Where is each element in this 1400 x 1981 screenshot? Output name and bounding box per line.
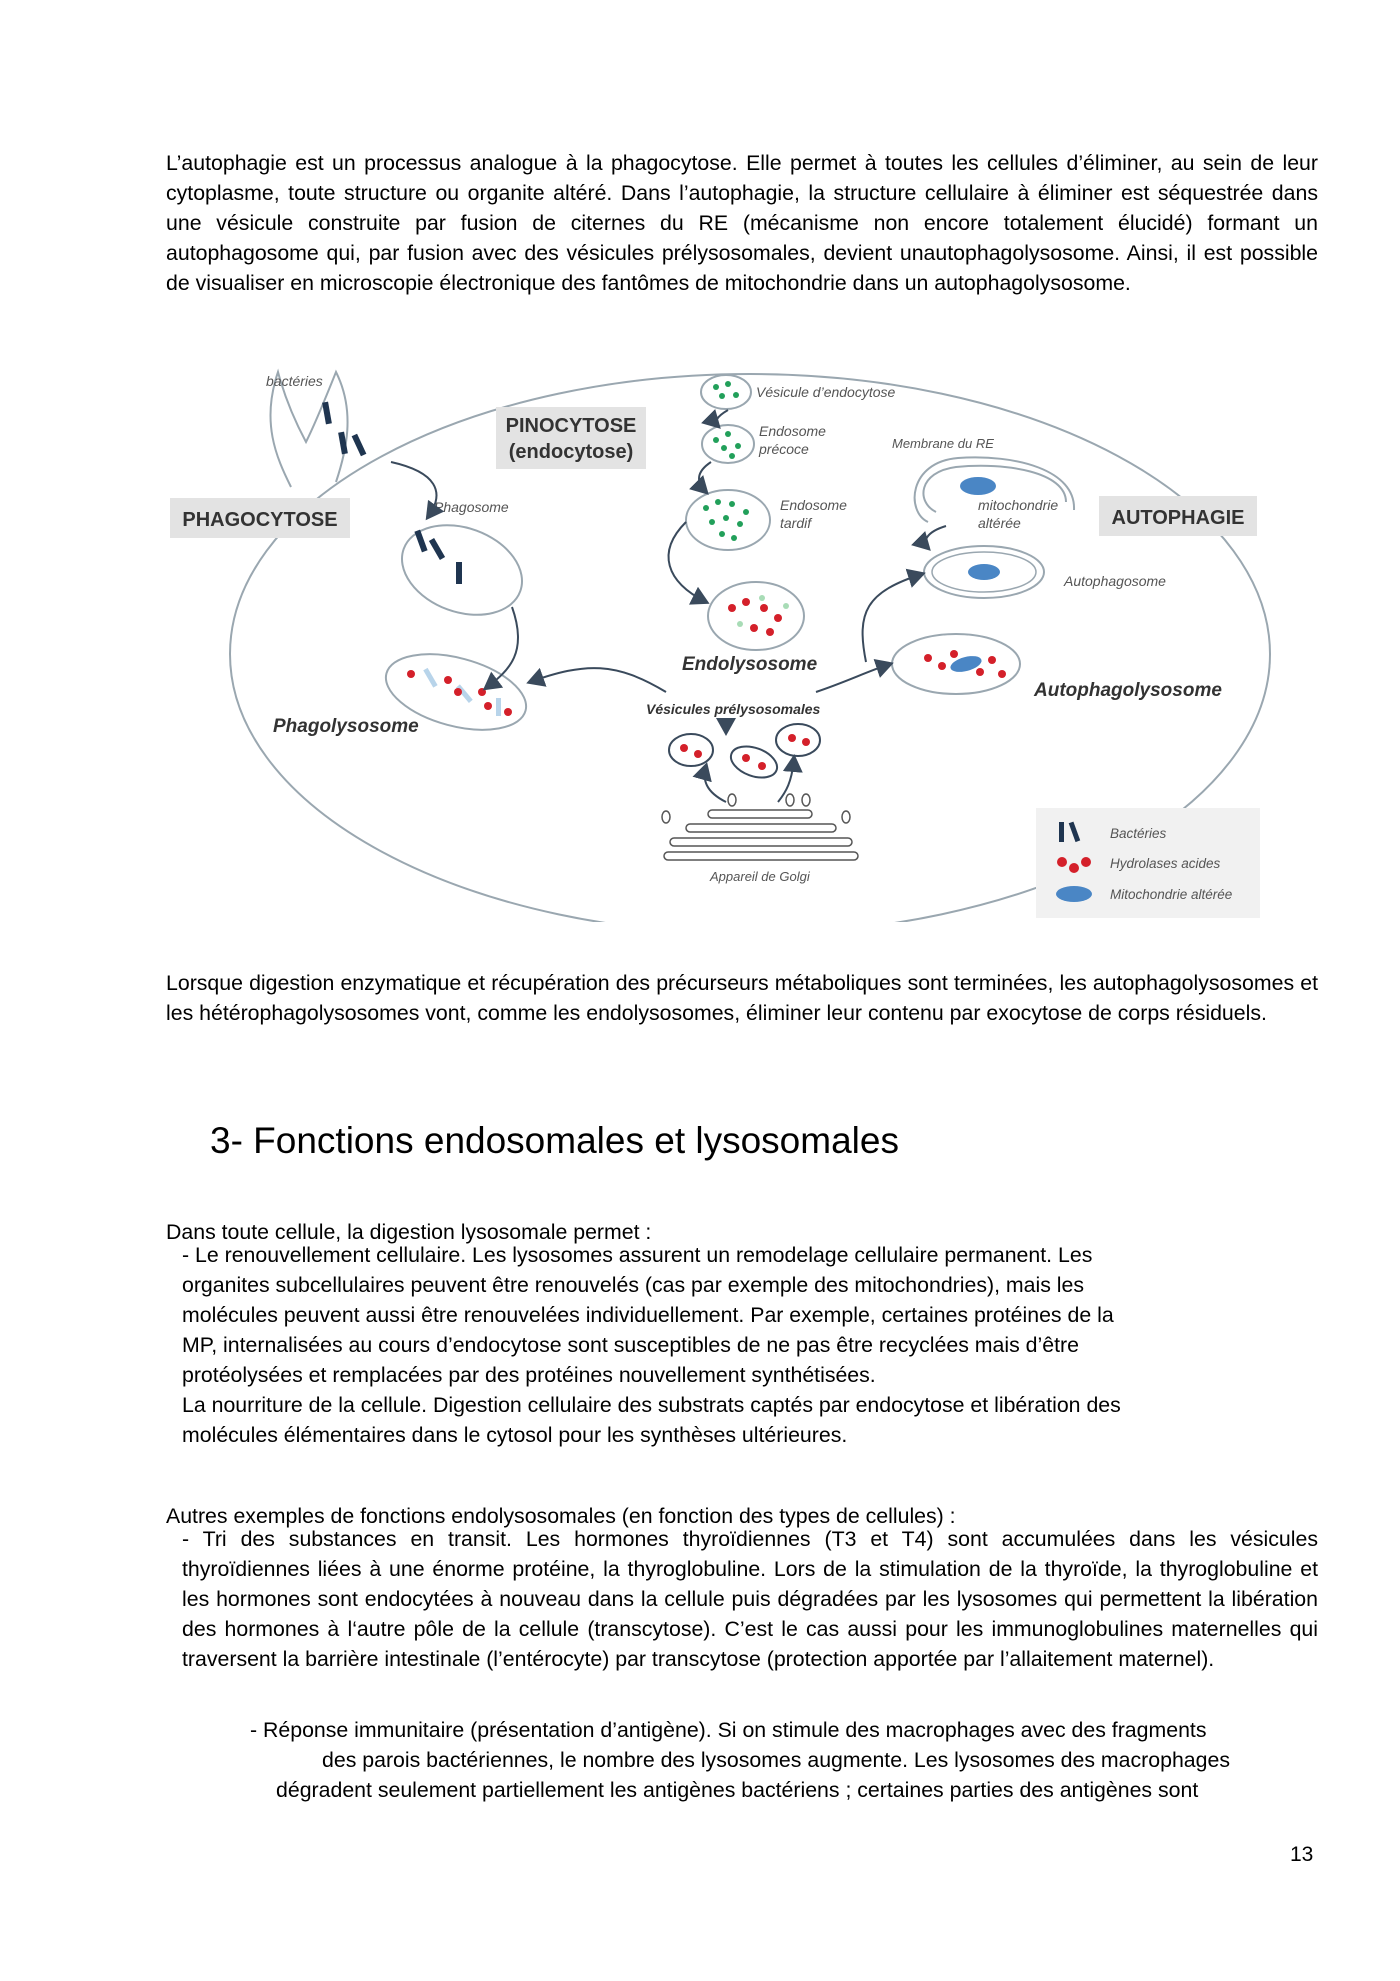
label-appareil-golgi: Appareil de Golgi [710, 869, 810, 884]
endocytic-vesicle [701, 375, 751, 409]
label-vesicule-endocytose: Vésicule d’endocytose [756, 384, 896, 400]
phagocytic-cup [270, 372, 347, 487]
label-phagolysosome: Phagolysosome [273, 716, 419, 737]
other-intro: Autres exemples de fonctions endolysosomales (en fonction des types de cellules) : [166, 1504, 956, 1528]
digestion-intro: Dans toute cellule, la digestion lysosomale permet : [166, 1220, 652, 1244]
digestion-line-3: molécules peuvent aussi être renouvelées individuellement. Par exemple, certaines protéines de la [182, 1303, 1114, 1327]
label-pinocytose: PINOCYTOSE [505, 415, 637, 437]
early-endosome [702, 425, 754, 463]
page-number: 13 [1290, 1843, 1314, 1866]
after-figure-paragraph: Lorsque digestion enzymatique et récupération des précurseurs métaboliques sont terminées, les autophagolysosomes et les hétérophagolysosomes vont, comme les endolysosomes, éliminer leur contenu par exocytose de corps résiduels. [166, 971, 1318, 1025]
digestion-line-4: MP, internalisées au cours d’endocytose sont susceptibles de ne pas être recyclées mais d’être [182, 1333, 1079, 1357]
digestion-line-6: La nourriture de la cellule. Digestion cellulaire des substrats captés par endocytose et libération des [182, 1393, 1121, 1417]
svg-text:Hydrolases acides: Hydrolases acides [1110, 856, 1221, 871]
label-autophagosome: Autophagosome [1064, 573, 1166, 589]
digestion-line-1: - Le renouvellement cellulaire. Les lysosomes assurent un remodelage cellulaire permanent. Les [182, 1243, 1093, 1267]
immune-line-2: des parois bactériennes, le nombre des lysosomes augmente. Les lysosomes des macrophages [322, 1748, 1230, 1772]
label-endosome-precoce-2: précoce [759, 441, 809, 457]
endocytosis-autophagy-figure [166, 362, 1276, 922]
label-mitochondrie-alteree-2: altérée [978, 515, 1021, 531]
label-endosome-tardif-1: Endosome [780, 497, 847, 513]
label-vesicules-prelysosomales: Vésicules prélysosomales [646, 701, 821, 717]
digestion-line-2: organites subcellulaires peuvent être renouvelés (cas par exemple des mitochondries), mais les [182, 1273, 1085, 1297]
label-endosome-tardif-2: tardif [780, 515, 812, 531]
label-bacteries: bactéries [266, 373, 323, 389]
label-autophagolysosome: Autophagolysosome [1034, 680, 1222, 701]
svg-text:Bactéries: Bactéries [1110, 826, 1167, 841]
digestion-line-7: molécules élémentaires dans le cytosol pour les synthèses ultérieures. [182, 1423, 848, 1447]
section-heading: 3- Fonctions endosomales et lysosomales [210, 1120, 899, 1161]
label-autophagie: AUTOPHAGIE [1111, 507, 1245, 529]
label-membrane-re: Membrane du RE [892, 436, 994, 451]
legend-mitochondrie [1056, 886, 1232, 902]
label-mitochondrie-alteree-1: mitochondrie [978, 497, 1059, 513]
other-paragraph: - Tri des substances en transit. Les hormones thyroïdiennes (T3 et T4) sont accumulées dans les vésicules thyroïdiennes liées à une énorme protéine, la thyroglobuline. Lors de la stimulation de la thyroïde, la thyroglobuline et les hormones sont endocytées à nouveau dans la cellule puis dégradées par les lysosomes qui permettent la libération des hormones à l‘autre pôle de la cellule (transcytose). C’est le cas aussi pour les immunoglobulines maternelles qui traversent la barrière intestinale (l’entérocyte) par transcytose (protection apportée par l’allaitement maternel). [182, 1527, 1318, 1671]
autophagosome-mitochondrion [968, 564, 1000, 580]
digestion-line-5: protéolysées et remplacées par des protéines nouvellement synthétisées. [182, 1363, 876, 1387]
immune-line-3: dégradent seulement partiellement les antigènes bactériens ; certaines parties des antigènes sont [276, 1778, 1199, 1802]
prelysosomal-vesicles [669, 724, 820, 783]
golgi-apparatus [662, 794, 858, 860]
label-endocytose: (endocytose) [508, 441, 634, 463]
label-phagocytose: PHAGOCYTOSE [182, 509, 338, 531]
svg-text:Mitochondrie altérée: Mitochondrie altérée [1110, 887, 1233, 902]
endolysosome [708, 582, 804, 650]
immune-line-1: - Réponse immunitaire (présentation d’antigène). Si on stimule des macrophages avec des fragments [250, 1718, 1207, 1742]
damaged-mitochondrion [960, 477, 996, 495]
intro-paragraph: L’autophagie est un processus analogue à la phagocytose. Elle permet à toutes les cellules d’éliminer, au sein de leur cytoplasme, toute structure ou organite altéré. Dans l’autophagie, la structure cellulaire à éliminer est séquestrée dans une vésicule construite par fusion de citernes du RE (mécanisme non encore totalement élucidé) formant un autophagosome qui, par fusion avec des vésicules prélysosomales, devient unautophagolysosome. Ainsi, il est possible de visualiser en microscopie électronique des fantômes de mitochondrie dans un autophagolysosome. [166, 151, 1318, 295]
label-endosome-precoce-1: Endosome [759, 423, 826, 439]
label-endolysosome: Endolysosome [682, 654, 818, 675]
label-phagosome: Phagosome [434, 499, 509, 515]
